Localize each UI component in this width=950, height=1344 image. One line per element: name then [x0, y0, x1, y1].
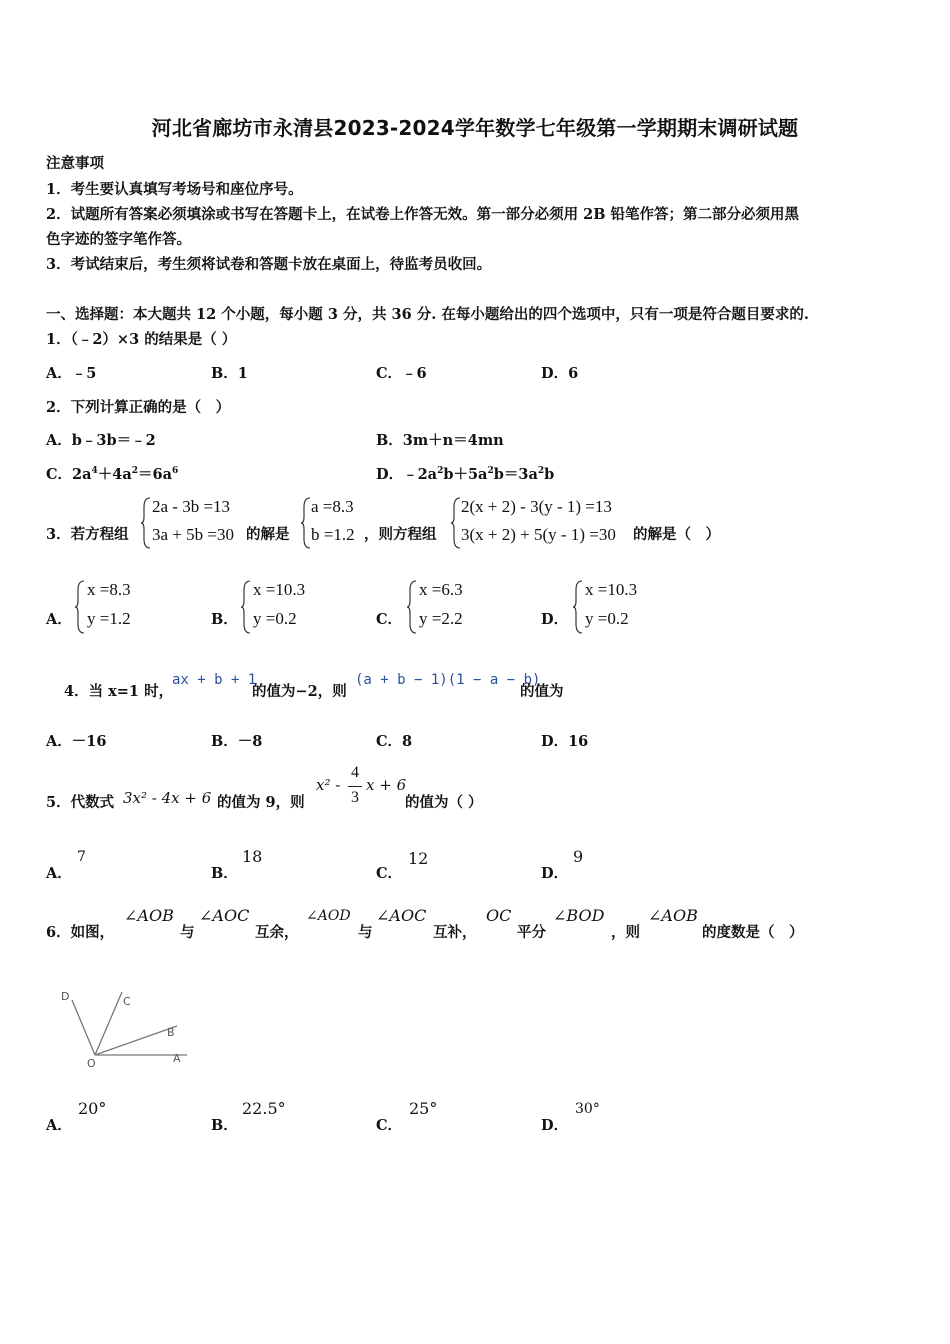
q6-option-d-label: D．: [541, 1117, 569, 1134]
q2-option-d: D．$﹣2a^2b+5a^2b=3a^2b$: [376, 466, 555, 483]
q3-option-c-label: C．: [376, 611, 403, 628]
q6-option-c-value: 25°: [409, 1099, 438, 1118]
q3-option-b-line1: x =10.3: [253, 580, 306, 599]
q3-end: 的解是（ ）: [633, 526, 720, 543]
q1-stem: 1．（﹣2）×3 的结果是（ ）: [46, 331, 237, 348]
q3-option-d-line1: x =10.3: [585, 580, 638, 599]
label-c: C: [123, 995, 131, 1008]
q4-mid: 的值为−2，则: [252, 683, 347, 700]
label-a: A: [173, 1052, 181, 1065]
q3-option-d-brace: [573, 580, 583, 634]
q3-option-b-brace: [241, 580, 251, 634]
q3-option-d-label: D．: [541, 611, 569, 628]
q5-option-d-value: 9: [573, 847, 584, 866]
q6-figure: [55, 985, 195, 1070]
q6-prefix: 6．如图，: [46, 924, 115, 941]
q2-option-b: B．3m＋n＝4mn: [376, 432, 504, 449]
q3-sys1-line2: 3a + 5b =30: [152, 525, 234, 544]
q3-brace-2: [301, 497, 311, 549]
q6-option-b-value: 22.5°: [242, 1099, 286, 1118]
q6-option-a-label: A．: [46, 1117, 72, 1134]
q6-angle-bod: ∠BOD: [553, 906, 605, 925]
q6-word-4: 互补，: [433, 924, 477, 941]
q3-mid-1: 的解是: [246, 526, 290, 543]
q5-frac-numerator: 4: [351, 764, 359, 781]
q4-option-a: A．－16: [46, 733, 107, 750]
q3-option-b-label: B．: [211, 611, 238, 628]
q3-sys3-line1: 2(x + 2) - 3(y - 1) =13: [461, 497, 612, 516]
q1-option-a: A．﹣5: [46, 365, 97, 382]
q5-option-a-label: A．: [46, 865, 72, 882]
q6-angle-aoc: ∠AOC: [199, 906, 250, 925]
q6-option-d-value: 30°: [575, 1101, 600, 1117]
q6-option-a-value: 20°: [78, 1099, 107, 1118]
q3-option-c-line2: y =2.2: [419, 609, 463, 628]
q3-option-a-line1: x =8.3: [87, 580, 131, 599]
q4-prefix: 4．当 x=1 时，: [64, 683, 174, 700]
note-2: 2．试题所有答案必须填涂或书写在答题卡上，在试卷上作答无效。第一部分必须用 2B 铅笔作答；第二部分必须用黑: [46, 206, 800, 223]
q5-option-c-value: 12: [408, 849, 429, 868]
q3-option-c-line1: x =6.3: [419, 580, 463, 599]
q5-option-b-label: B．: [211, 865, 238, 882]
q4-option-d: D．16: [541, 733, 589, 750]
ray-od: [72, 1000, 95, 1055]
q5-frac-bar: [348, 786, 362, 787]
q3-option-d-line2: y =0.2: [585, 609, 629, 628]
q5-end: 的值为（ ）: [405, 794, 483, 811]
q6-word-5: 平分: [517, 924, 546, 941]
note-1: 1．考生要认真填写考场号和座位序号。: [46, 181, 303, 198]
q5-expr-2-b: x + 6: [366, 776, 407, 794]
q4-option-c: C．8: [376, 733, 413, 750]
q3-prefix: 3．若方程组: [46, 526, 129, 543]
q6-word-6: ，则: [611, 924, 640, 941]
q5-frac-denominator: 3: [351, 789, 359, 806]
q3-option-a-brace: [75, 580, 85, 634]
q5-option-a-value: 7: [77, 849, 86, 865]
q6-angle-aoc-2: ∠AOC: [376, 906, 427, 925]
q6-word-3: 与: [358, 924, 373, 941]
q5-option-c-label: C．: [376, 865, 403, 882]
q5-expr-2-a: x² -: [316, 776, 341, 794]
q3-option-a-line2: y =1.2: [87, 609, 131, 628]
page-title: 河北省廊坊市永清县2023-2024学年数学七年级第一学期期末调研试题: [151, 116, 799, 140]
q2-option-c: C．$2a^4+4a^2=6a^6$: [46, 466, 179, 483]
q3-sys2-line2: b =1.2: [311, 525, 355, 544]
ray-oc: [95, 992, 122, 1055]
q1-option-c: C．﹣6: [376, 365, 427, 382]
label-o: O: [87, 1057, 96, 1070]
q6-word-1: 与: [180, 924, 195, 941]
q6-option-b-label: B．: [211, 1117, 238, 1134]
q4-end: 的值为: [520, 683, 564, 700]
q3-sys1-line1: 2a - 3b =13: [152, 497, 231, 516]
q3-brace-3: [451, 497, 461, 549]
q3-sys2-line1: a =8.3: [311, 497, 354, 516]
note-2-cont: 色字迹的签字笔作答。: [46, 231, 191, 248]
q6-word-2: 互余，: [255, 924, 299, 941]
label-b: B: [167, 1026, 175, 1039]
q2-option-a: A．b﹣3b＝﹣2: [46, 432, 156, 449]
q3-option-b-line2: y =0.2: [253, 609, 297, 628]
q6-angle-aob-2: ∠AOB: [648, 906, 698, 925]
q1-option-d: D．6: [541, 365, 579, 382]
q5-prefix: 5．代数式: [46, 794, 115, 811]
q6-angle-aob: ∠AOB: [124, 906, 174, 925]
q6-angle-aod: ∠AOD: [306, 908, 351, 924]
q3-option-c-brace: [407, 580, 417, 634]
q3-mid-2: ，则方程组: [364, 526, 437, 543]
label-d: D: [61, 990, 70, 1003]
ray-ob: [95, 1026, 177, 1055]
q4-expr-1: ax + b + 1: [172, 672, 257, 688]
q4-expr-2: (a + b − 1)(1 − a − b): [355, 672, 541, 688]
section-heading: 一、选择题：本大题共 12 个小题，每小题 3 分，共 36 分. 在每小题给出的四个选项中，只有一项是符合题目要求的.: [46, 306, 809, 323]
q2-stem: 2．下列计算正确的是（ ）: [46, 399, 231, 416]
q6-option-c-label: C．: [376, 1117, 403, 1134]
q3-brace-1: [141, 497, 151, 549]
q5-option-d-label: D．: [541, 865, 569, 882]
q3-sys3-line2: 3(x + 2) + 5(y - 1) =30: [461, 525, 616, 544]
q6-oc: OC: [486, 906, 512, 925]
notes-heading: 注意事项: [46, 155, 104, 172]
q5-option-b-value: 18: [242, 847, 263, 866]
q5-expr-1: 3x² - 4x + 6: [123, 789, 212, 807]
q5-mid: 的值为 9，则: [217, 794, 305, 811]
q1-option-b: B．1: [211, 365, 248, 382]
q3-option-a-label: A．: [46, 611, 72, 628]
q4-option-b: B．－8: [211, 733, 263, 750]
q6-end: 的度数是（ ）: [702, 924, 804, 941]
note-3: 3．考试结束后，考生须将试卷和答题卡放在桌面上，待监考员收回。: [46, 256, 492, 273]
